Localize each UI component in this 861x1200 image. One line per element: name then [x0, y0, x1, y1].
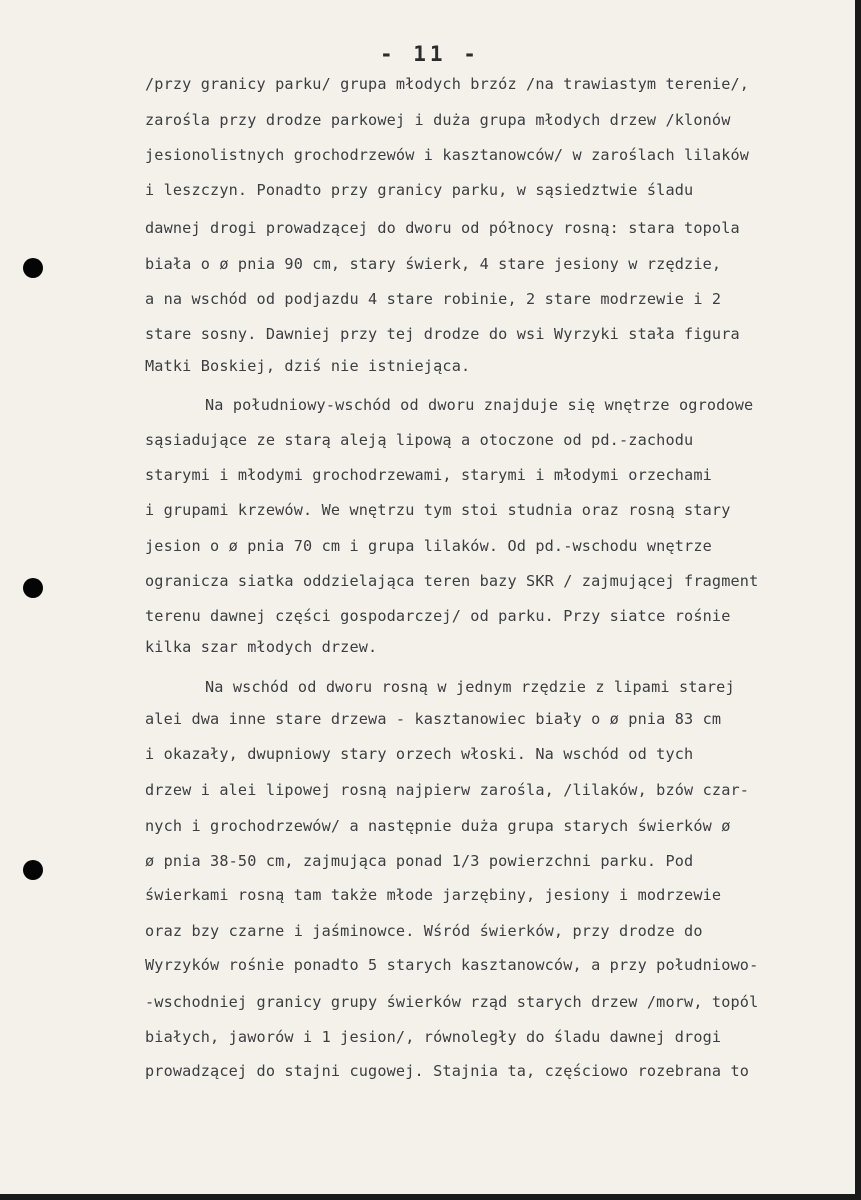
text-line: a na wschód od podjazdu 4 stare robinie, 2 stare modrzewie i 2	[145, 290, 722, 308]
text-line: jesionolistnych grochodrzewów i kasztanowców/ w zaroślach lilaków	[145, 146, 750, 164]
text-line: zarośla przy drodze parkowej i duża grupa młodych drzew /klonów	[145, 111, 731, 129]
text-line: drzew i alei lipowej rosną najpierw zarośla, /lilaków, bzów czar-	[145, 781, 750, 799]
text-line: biała o ø pnia 90 cm, stary świerk, 4 stare jesiony w rzędzie,	[145, 255, 722, 273]
text-line: jesion o ø pnia 70 cm i grupa lilaków. Od pd.-wschodu wnętrze	[145, 537, 712, 555]
text-line: i okazały, dwupniowy stary orzech włoski. Na wschód od tych	[145, 745, 694, 763]
text-line: terenu dawnej części gospodarczej/ od parku. Przy siatce rośnie	[145, 607, 731, 625]
text-line: ogranicza siatka oddzielająca teren bazy SKR / zajmującej fragment	[145, 572, 759, 590]
text-line: /przy granicy parku/ grupa młodych brzóz /na trawiastym terenie/,	[145, 75, 750, 93]
text-line: Matki Boskiej, dziś nie istniejąca.	[145, 357, 471, 375]
text-line: Wyrzyków rośnie ponadto 5 starych kasztanowców, a przy południowo-	[145, 956, 759, 974]
text-line: starymi i młodymi grochodrzewami, starymi i młodymi orzechami	[145, 466, 712, 484]
text-line: Na południowy-wschód od dworu znajduje się wnętrze ogrodowe	[205, 396, 754, 414]
text-line: alei dwa inne stare drzewa - kasztanowiec biały o ø pnia 83 cm	[145, 710, 722, 728]
page-number: - 11 -	[380, 42, 480, 66]
text-line: prowadzącej do stajni cugowej. Stajnia ta, częściowo rozebrana to	[145, 1062, 750, 1080]
text-line: ø pnia 38-50 cm, zajmująca ponad 1/3 powierzchni parku. Pod	[145, 852, 694, 870]
text-line: stare sosny. Dawniej przy tej drodze do wsi Wyrzyki stała figura	[145, 325, 740, 343]
punch-hole	[23, 258, 43, 278]
text-line: sąsiadujące ze starą aleją lipową a otoczone od pd.-zachodu	[145, 431, 694, 449]
text-line: Na wschód od dworu rosną w jednym rzędzie z lipami starej	[205, 678, 735, 696]
text-line: świerkami rosną tam także młode jarzębiny, jesiony i modrzewie	[145, 886, 722, 904]
text-line: nych i grochodrzewów/ a następnie duża grupa starych świerków ø	[145, 817, 731, 835]
text-line: oraz bzy czarne i jaśminowce. Wśród świerków, przy drodze do	[145, 922, 703, 940]
text-line: dawnej drogi prowadzącej do dworu od północy rosną: stara topola	[145, 219, 740, 237]
punch-hole	[23, 860, 43, 880]
text-line: kilka szar młodych drzew.	[145, 638, 378, 656]
text-line: i grupami krzewów. We wnętrzu tym stoi studnia oraz rosną stary	[145, 501, 731, 519]
punch-hole	[23, 578, 43, 598]
text-line: białych, jaworów i 1 jesion/, równoległy do śladu dawnej drogi	[145, 1028, 722, 1046]
text-line: -wschodniej granicy grupy świerków rząd starych drzew /morw, topól	[145, 993, 759, 1011]
text-line: i leszczyn. Ponadto przy granicy parku, w sąsiedztwie śladu	[145, 181, 694, 199]
